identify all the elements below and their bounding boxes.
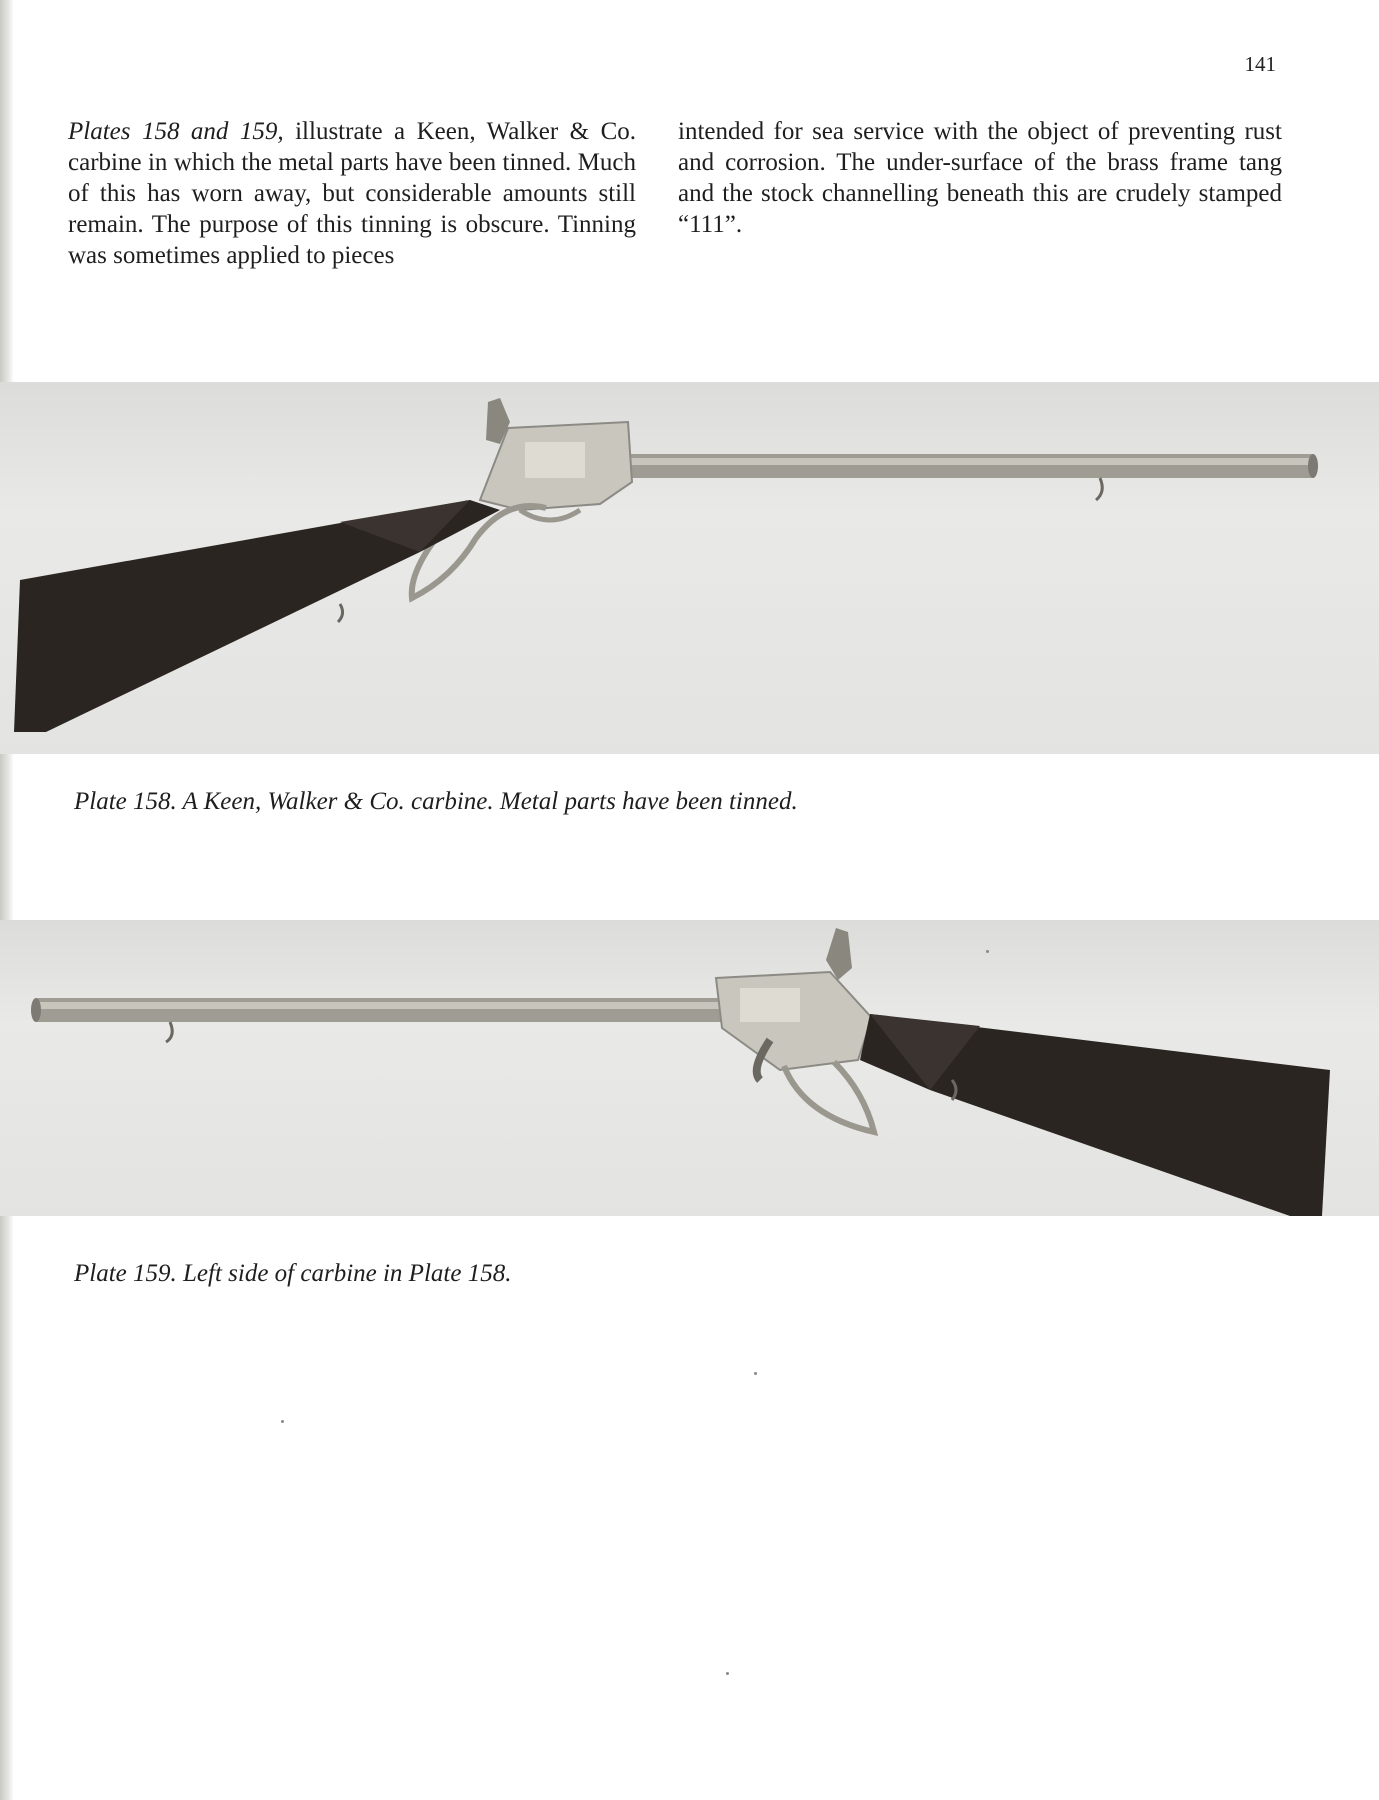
page-number: 141	[1244, 52, 1276, 76]
plate-158-photo	[0, 382, 1379, 754]
paper-speck	[754, 1372, 757, 1375]
paper-speck	[986, 950, 989, 953]
carbine-right-side-image	[0, 382, 1379, 754]
plate-reference: Plates 158 and 159,	[68, 118, 284, 145]
plate-158-caption: Plate 158. A Keen, Walker & Co. carbine. Metal parts have been tinned.	[74, 788, 798, 815]
binding-shadow	[0, 0, 14, 1800]
paragraph-text: illustrate a Keen, Walker & Co. carbine in which the metal parts have been tinned. Much of this has worn away, but considerable amounts still remain. The purpose of this tinning is obscure. Tinning was sometimes applied to pieces	[68, 118, 636, 269]
body-text-right-column	[678, 116, 1282, 240]
plate-159-photo	[0, 920, 1379, 1216]
paper-speck	[281, 1420, 284, 1423]
paper-speck	[726, 1672, 729, 1675]
paragraph-text: intended for sea service with the object of preventing rust and corrosion. The under-surface of the brass frame tang and the stock channelling beneath this are crudely stamped “111”.	[678, 118, 1282, 238]
carbine-left-side-image	[0, 920, 1379, 1216]
plate-159-caption: Plate 159. Left side of carbine in Plate 158.	[74, 1260, 512, 1287]
body-text-left-column	[68, 116, 636, 271]
